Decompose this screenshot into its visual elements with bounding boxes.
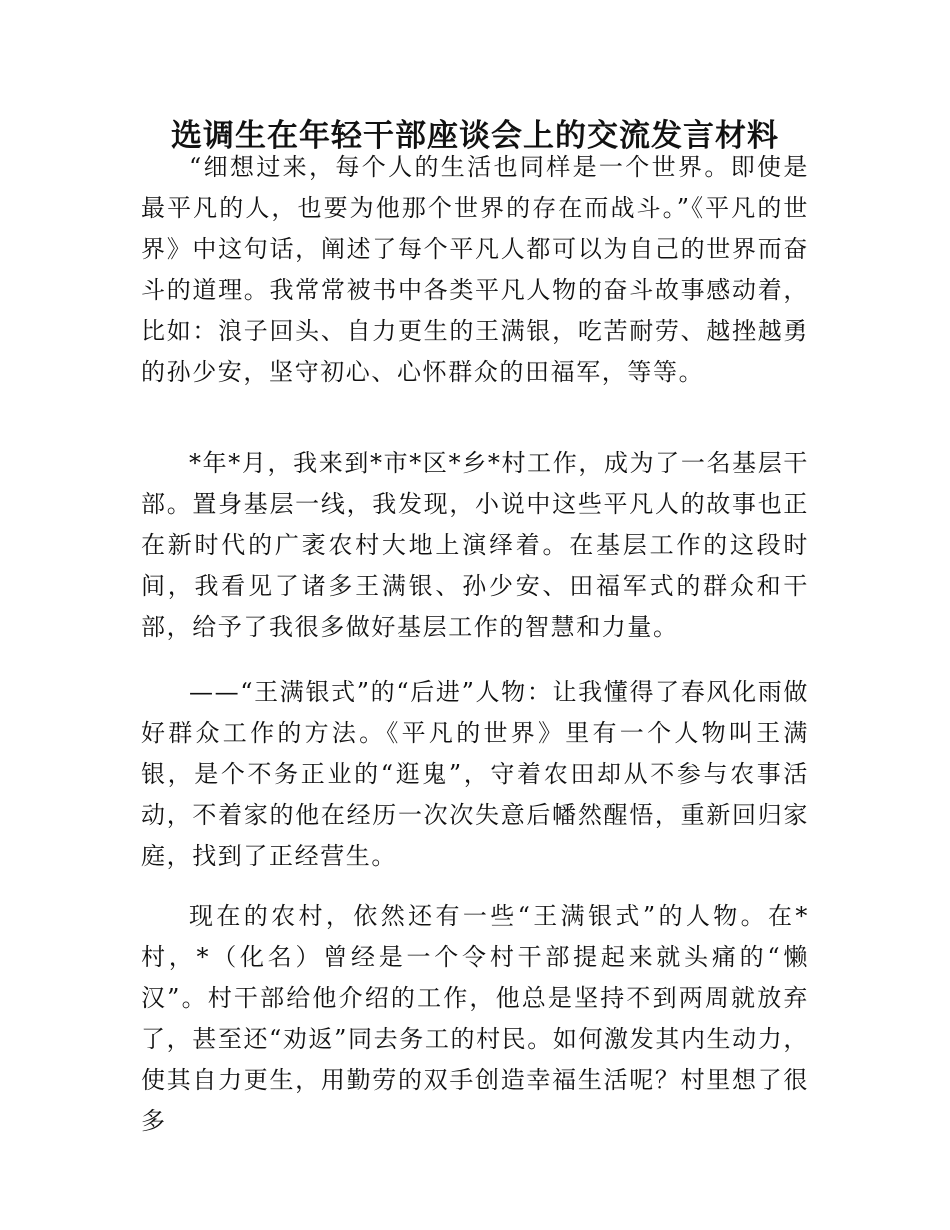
paragraph-2: *年*月，我来到*市*区*乡*村工作，成为了一名基层干部。置身基层一线，我发现，小说中这些平凡人的故事也正在新时代的广袤农村大地上演绎着。在基层工作的这段时间，我看见了诸多王满银、孙少安、田福军式的群众和干部，给予了我很多做好基层工作的智慧和力量。 (141, 449, 809, 641)
paragraph-3: ——“王满银式”的“后进”人物：让我懂得了春风化雨做好群众工作的方法。《平凡的世界》里有一个人物叫王满银，是个不务正业的“逛鬼”，守着农田却从不参与农事活动，不着家的他在经历一次次失意后幡然醒悟，重新回归家庭，找到了正经营生。 (141, 678, 809, 870)
document-title: 选调生在年轻干部座谈会上的交流发言材料 (171, 118, 779, 154)
paragraph-4: 现在的农村，依然还有一些“王满银式”的人物。在*村，*（化名）曾经是一个令村干部提起来就头痛的“懒汉”。村干部给他介绍的工作，他总是坚持不到两周就放弃了，甚至还“劝返”同去务工的村民。如何激发其内生动力，使其自力更生，用勤劳的双手创造幸福生活呢？村里想了很多 (141, 902, 809, 1135)
paragraph-1: “细想过来，每个人的生活也同样是一个世界。即使是最平凡的人，也要为他那个世界的存在而战斗。”《平凡的世界》中这句话，阐述了每个平凡人都可以为自己的世界而奋斗的道理。我常常被书中各类平凡人物的奋斗故事感动着，比如：浪子回头、自力更生的王满银，吃苦耐劳、越挫越勇的孙少安，坚守初心、心怀群众的田福军，等等。 (141, 153, 809, 386)
